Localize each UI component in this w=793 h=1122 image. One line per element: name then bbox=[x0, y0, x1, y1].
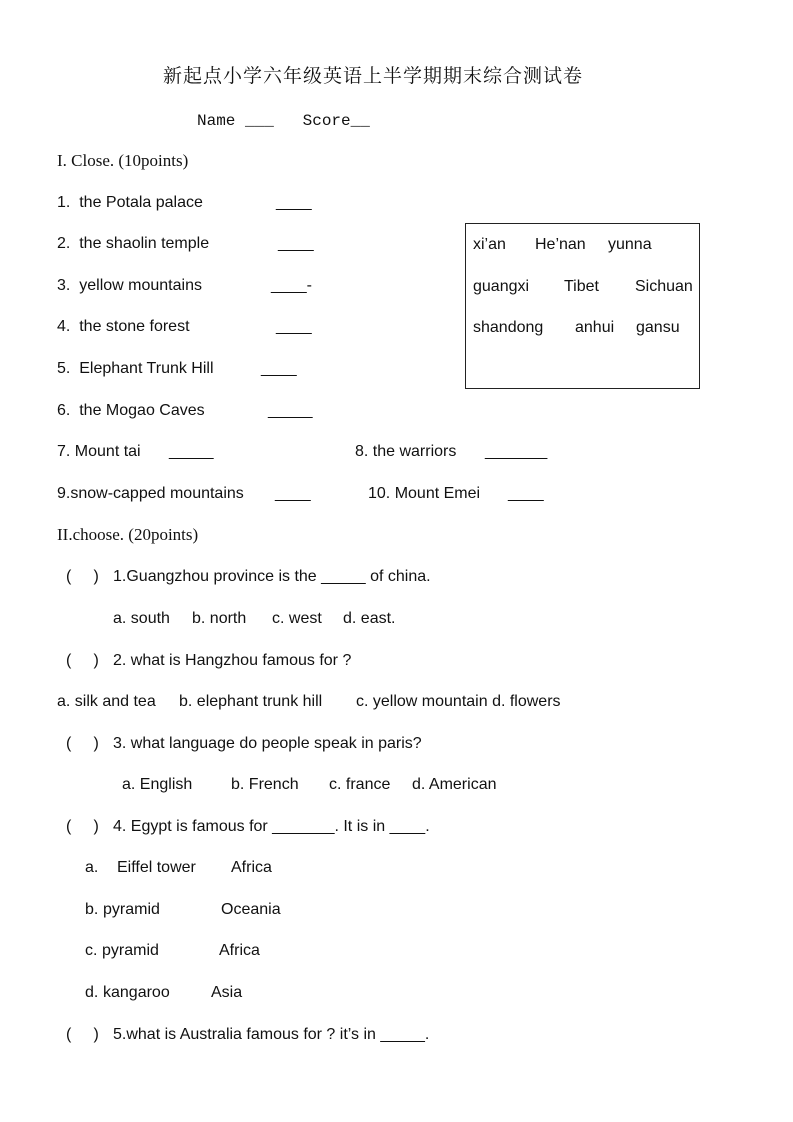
choice-q4-option-place: Oceania bbox=[221, 901, 281, 918]
choice-q1-option: c. west bbox=[272, 610, 322, 627]
choice-q3-option: d. American bbox=[412, 776, 497, 793]
answer-bracket: ( ) bbox=[66, 652, 99, 669]
choice-q4-option-place: Africa bbox=[231, 859, 272, 876]
choice-q3-text: 3. what language do people speak in paris? bbox=[113, 735, 422, 752]
choice-q4-option-place: Africa bbox=[219, 942, 260, 959]
q2-item-text: 2. the shaolin temple bbox=[57, 235, 210, 252]
choice-q4-option-thing: pyramid bbox=[103, 901, 160, 918]
word-bank-word: anhui bbox=[575, 319, 615, 336]
section-1-heading: I. Close. (10points) bbox=[57, 151, 189, 170]
word-bank-word: He’nan bbox=[535, 236, 586, 253]
answer-bracket: ( ) bbox=[66, 1026, 99, 1043]
choice-q4-option-letter: b. bbox=[85, 901, 99, 918]
answer-bracket: ( ) bbox=[66, 818, 99, 835]
choice-q4-option-letter: a. bbox=[85, 859, 99, 876]
q4-item-text: 4. the stone forest bbox=[57, 318, 190, 335]
section-2-heading: II.choose. (20points) bbox=[57, 525, 199, 544]
choice-q2-option: a. silk and tea bbox=[57, 693, 156, 710]
q8-item-blank: _______ bbox=[485, 443, 548, 460]
word-bank-word: xi’an bbox=[473, 236, 506, 253]
choice-q1-text: 1.Guangzhou province is the _____ of china. bbox=[113, 568, 431, 585]
word-bank-word: shandong bbox=[473, 319, 544, 336]
choice-q4-option-letter: d. bbox=[85, 984, 99, 1001]
word-bank-word: guangxi bbox=[473, 278, 530, 295]
q7-item-blank: _____ bbox=[169, 443, 214, 460]
choice-q4-option-place: Asia bbox=[211, 984, 243, 1001]
q3-item-text: 3. yellow mountains bbox=[57, 277, 202, 294]
choice-q2-text: 2. what is Hangzhou famous for ? bbox=[113, 652, 352, 669]
choice-q4-option-thing: pyramid bbox=[102, 942, 159, 959]
q2-item-blank: ____ bbox=[278, 235, 314, 252]
q1-item-blank: ____ bbox=[276, 194, 312, 211]
choice-q5-text: 5.what is Australia famous for ? it’s in _____. bbox=[113, 1026, 430, 1043]
q10-item-text: 10. Mount Emei bbox=[368, 485, 481, 502]
answer-bracket: ( ) bbox=[66, 568, 99, 585]
name-score-line: Name ___ Score__ bbox=[197, 112, 370, 130]
choice-q2-option: c. yellow mountain d. flowers bbox=[356, 693, 561, 710]
q9-item-text: 9.snow-capped mountains bbox=[57, 485, 244, 502]
word-bank-word: yunna bbox=[608, 236, 652, 253]
choice-q1-option: d. east. bbox=[343, 610, 396, 627]
q6-item-text: 6. the Mogao Caves bbox=[57, 402, 205, 419]
choice-q4-text: 4. Egypt is famous for _______. It is in ____. bbox=[113, 818, 430, 835]
q5-item-blank: ____ bbox=[261, 360, 297, 377]
q5-item-text: 5. Elephant Trunk Hill bbox=[57, 360, 214, 377]
choice-q4-option-thing: kangaroo bbox=[103, 984, 170, 1001]
q7-item-text: 7. Mount tai bbox=[57, 443, 141, 460]
choice-q1-option: a. south bbox=[113, 610, 170, 627]
word-bank-word: gansu bbox=[636, 319, 680, 336]
q3-item-blank: ____- bbox=[271, 277, 312, 294]
choice-q2-option: b. elephant trunk hill bbox=[179, 693, 323, 710]
q4-item-blank: ____ bbox=[276, 318, 312, 335]
word-bank-word: Sichuan bbox=[635, 278, 693, 295]
q9-item-blank: ____ bbox=[275, 485, 311, 502]
q1-item-text: 1. the Potala palace bbox=[57, 194, 203, 211]
choice-q3-option: b. French bbox=[231, 776, 299, 793]
choice-q3-option: c. france bbox=[329, 776, 391, 793]
choice-q1-option: b. north bbox=[192, 610, 247, 627]
q8-item-text: 8. the warriors bbox=[355, 443, 457, 460]
q6-item-blank: _____ bbox=[268, 402, 313, 419]
choice-q4-option-letter: c. bbox=[85, 942, 98, 959]
page-title: 新起点小学六年级英语上半学期期末综合测试卷 bbox=[163, 65, 584, 87]
word-bank-word: Tibet bbox=[564, 278, 599, 295]
choice-q3-option: a. English bbox=[122, 776, 193, 793]
choice-q4-option-thing: Eiffel tower bbox=[117, 859, 196, 876]
answer-bracket: ( ) bbox=[66, 735, 99, 752]
q10-item-blank: ____ bbox=[508, 485, 544, 502]
